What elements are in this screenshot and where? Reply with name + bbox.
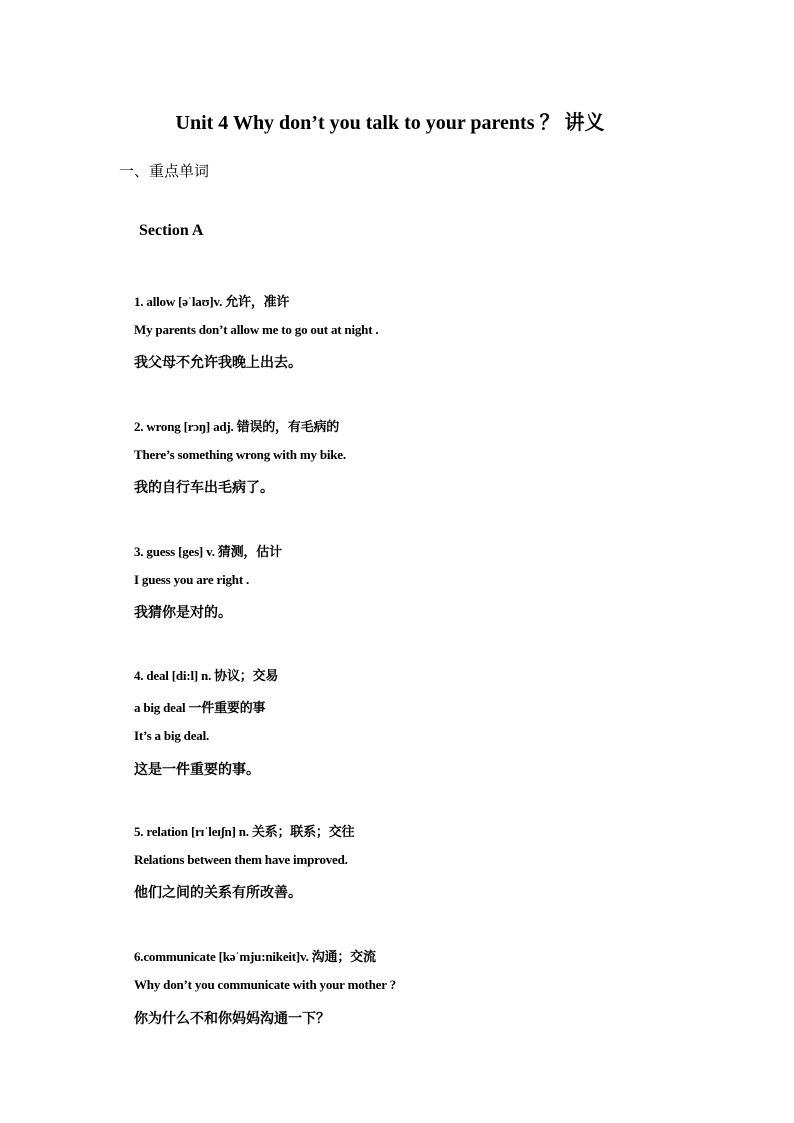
entry-4-headword: 4. deal [di:l] n. 协议；交易: [134, 668, 279, 683]
entry-1-example-cn: 我父母不允许我晚上出去。: [134, 355, 302, 371]
entry-2-example-en: There’s something wrong with my bike.: [134, 447, 346, 462]
entry-5-example-en: Relations between them have improved.: [134, 852, 348, 867]
entry-5-example-cn: 他们之间的关系有所改善。: [134, 885, 302, 901]
entry-1-headword: 1. allow [əˈlaʊ]v. 允许，准许: [134, 294, 290, 309]
entry-4-example-en: It’s a big deal.: [134, 728, 210, 743]
entry-2-headword: 2. wrong [rɔŋ] adj. 错误的，有毛病的: [134, 419, 340, 434]
section-label: Section A: [139, 222, 204, 239]
entry-6-headword: 6.communicate [kəˈmju:nikeit]v. 沟通；交流: [134, 949, 376, 964]
entry-1-example-en: My parents don’t allow me to go out at night .: [134, 322, 379, 337]
entry-3-example-cn: 我猜你是对的。: [134, 605, 232, 621]
entry-2-example-cn: 我的自行车出毛病了。: [134, 480, 274, 496]
page-title: Unit 4 Why don’t you talk to your parents ？ 讲义: [175, 112, 605, 134]
section-heading-key-words: 一、重点单词: [119, 162, 210, 180]
entry-3-headword: 3. guess [ges] v. 猜测，估计: [134, 544, 282, 559]
entry-5-headword: 5. relation [rɪˈleɪʃn] n. 关系；联系；交往: [134, 824, 355, 839]
entry-6-example-cn: 你为什么不和你妈妈沟通一下？: [134, 1011, 330, 1027]
entry-4-example-cn: 这是一件重要的事。: [134, 762, 260, 778]
entry-3-example-en: I guess you are right .: [134, 572, 250, 587]
entry-4-phrase: a big deal 一件重要的事: [134, 700, 266, 715]
entry-6-example-en: Why don’t you communicate with your mother ?: [134, 977, 396, 992]
